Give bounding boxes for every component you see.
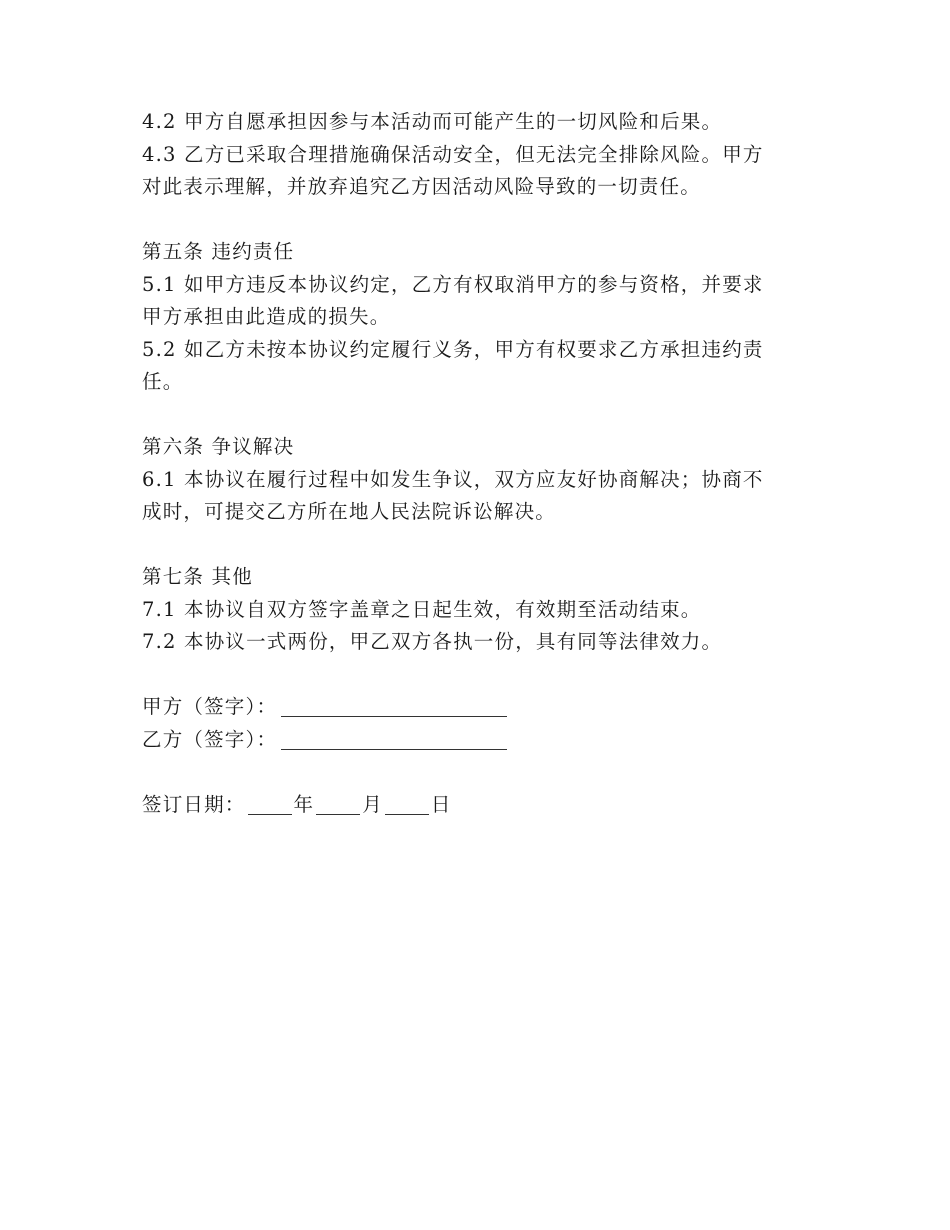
document-body bbox=[142, 106, 802, 821]
day-blank[interactable] bbox=[385, 813, 429, 815]
clause-5-1-line-1: 5.1 如甲方违反本协议约定，乙方有权取消甲方的参与资格，并要求 bbox=[142, 272, 764, 296]
year-blank[interactable] bbox=[248, 813, 292, 815]
clause-5-2-line-1: 5.2 如乙方未按本协议约定履行义务，甲方有权要求乙方承担违约责 bbox=[142, 337, 764, 361]
month-blank[interactable] bbox=[316, 813, 360, 815]
party-b-signature-row bbox=[142, 724, 802, 757]
party-a-signature-label: 甲方（签字）： bbox=[142, 695, 278, 718]
party-a-signature-line[interactable] bbox=[281, 715, 507, 717]
clause-6-1-line-1: 6.1 本协议在履行过程中如发生争议，双方应友好协商解决；协商不 bbox=[142, 467, 764, 491]
article-6-heading: 第六条 争议解决 bbox=[142, 435, 295, 458]
clause-5-2-line-2: 任。 bbox=[142, 370, 184, 393]
section-spacer bbox=[142, 659, 802, 692]
clause-6-1-line-2: 成时，可提交乙方所在地人民法院诉讼解决。 bbox=[142, 500, 557, 523]
clause-7-2: 7.2 本协议一式两份，甲乙双方各执一份，具有同等法律效力。 bbox=[142, 630, 723, 653]
section-spacer bbox=[142, 756, 802, 789]
signing-date-row bbox=[142, 789, 802, 822]
clause-4-2: 4.2 甲方自愿承担因参与本活动而可能产生的一切风险和后果。 bbox=[142, 110, 723, 133]
section-spacer bbox=[142, 529, 802, 562]
clause-4-3-line-1: 4.3 乙方已采取合理措施确保活动安全，但无法完全排除风险。甲方 bbox=[142, 142, 764, 166]
month-label: 月 bbox=[362, 792, 383, 816]
article-7-heading: 第七条 其他 bbox=[142, 565, 253, 588]
clause-7-1: 7.1 本协议自双方签字盖章之日起生效，有效期至活动结束。 bbox=[142, 597, 702, 621]
clause-4-3-line-2: 对此表示理解，并放弃追究乙方因活动风险导致的一切责任。 bbox=[142, 175, 701, 198]
signing-date-label: 签订日期： bbox=[142, 792, 246, 816]
party-a-signature-row bbox=[142, 691, 802, 724]
year-label: 年 bbox=[293, 792, 315, 816]
section-spacer bbox=[142, 399, 802, 432]
article-5-heading: 第五条 违约责任 bbox=[142, 240, 295, 263]
party-b-signature-line[interactable] bbox=[281, 748, 507, 750]
section-spacer bbox=[142, 204, 802, 237]
day-label: 日 bbox=[430, 792, 452, 816]
clause-5-1-line-2: 甲方承担由此造成的损失。 bbox=[142, 305, 391, 328]
party-b-signature-label: 乙方（签字）： bbox=[142, 727, 278, 751]
